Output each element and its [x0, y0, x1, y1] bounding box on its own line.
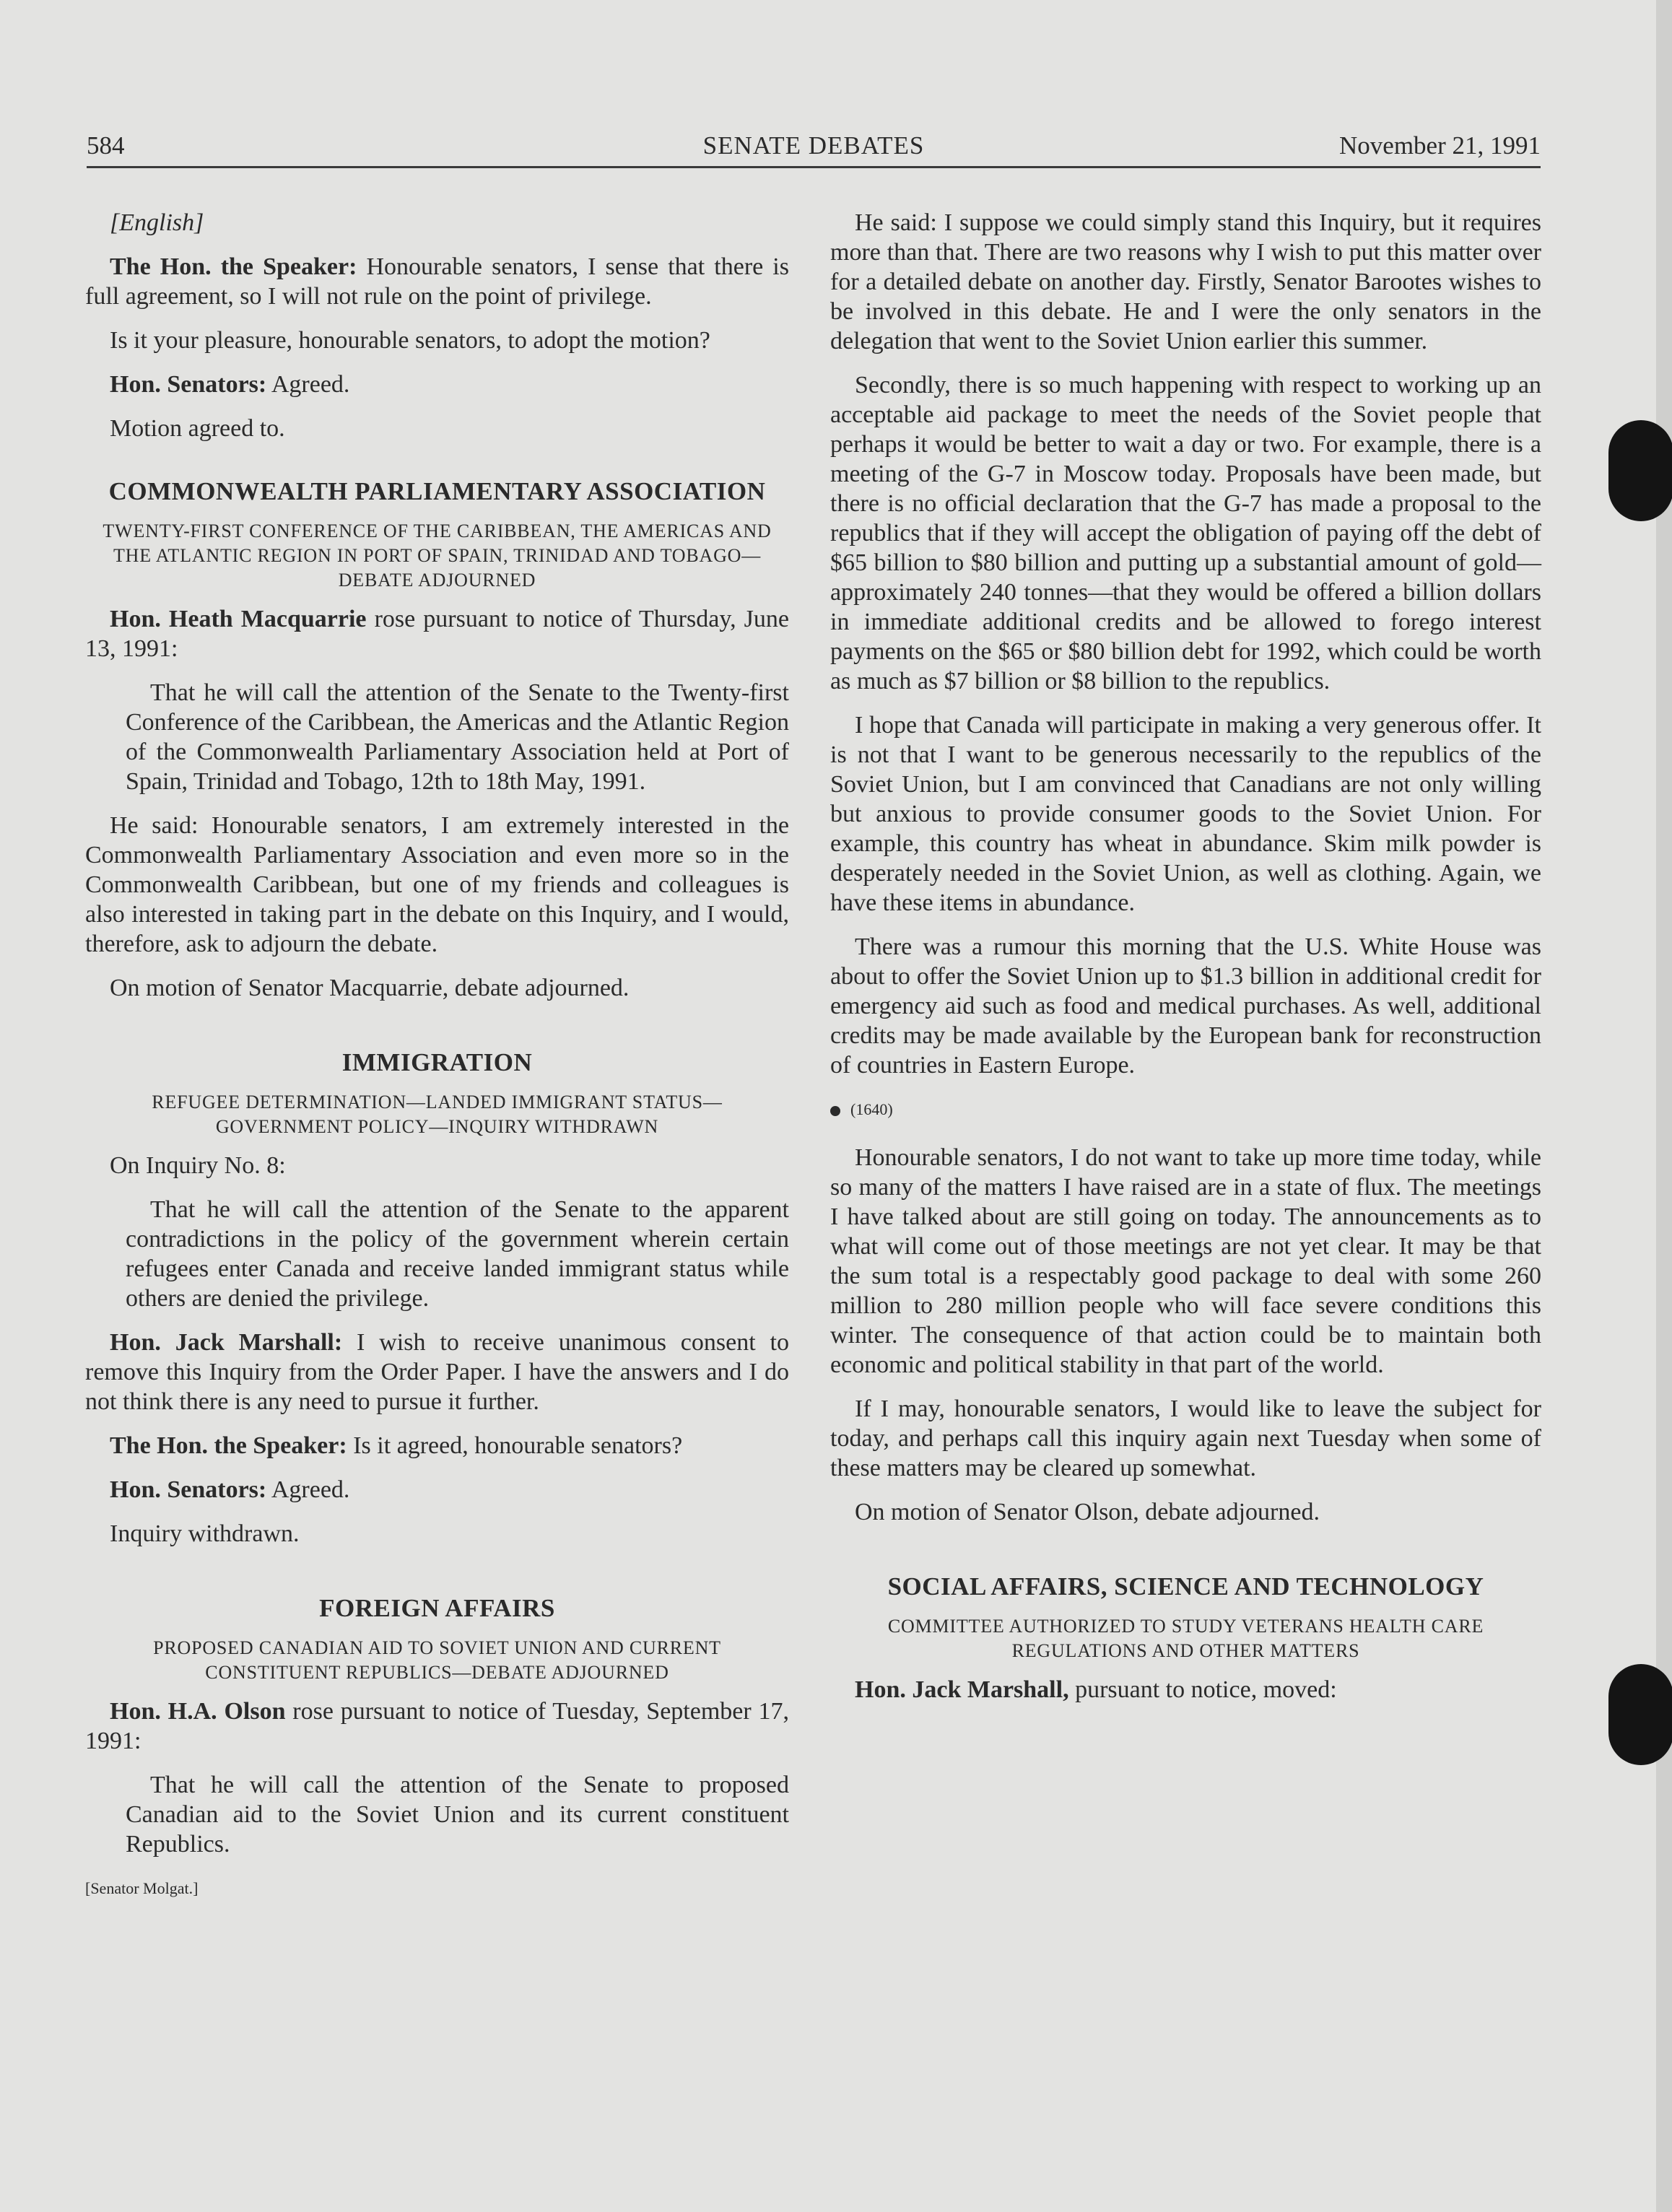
time-marker: [830, 1094, 1541, 1124]
speaker-name: Hon. H.A. Olson: [110, 1698, 286, 1725]
speaker-name: The Hon. the Speaker:: [110, 1432, 347, 1459]
section-title-immigration: IMMIGRATION: [341, 1048, 533, 1076]
speaker-paragraph: [85, 1328, 789, 1416]
speaker-name: Hon. Senators:: [110, 1476, 267, 1503]
section-title-cpa: COMMONWEALTH PARLIAMENTARY ASSOCIATION: [108, 477, 766, 505]
notice-paragraph: [85, 604, 789, 663]
motion-result: Motion agreed to.: [110, 415, 285, 442]
speaker-name: Hon. Jack Marshall:: [110, 1329, 343, 1356]
motion-result: On motion of Senator Macquarrie, debate adjourned.: [110, 975, 630, 1001]
speech-text: I wish to receive unanimous consent to remove this Inquiry from the Order Paper. I have the answers and I do not think there is any need to pursue it further.: [85, 1329, 789, 1415]
speech-paragraph: If I may, honourable senators, I would like to leave the subject for today, and perhaps call this inquiry again next Tuesday when some of these matters may be cleared up somewhat.: [830, 1395, 1541, 1481]
speech-paragraph: Secondly, there is so much happening with respect to working up an acceptable aid package to meet the needs of the Soviet people that perhaps it would be better to wait a day or two. For example, there is a meeting of the G-7 in Moscow today. Proposals have been made, but there is no official declaration that the G-7 has made a proposal to the republics that if they will accept the obligation of paying off the debt of $65 billion to $80 billion and putting up a substantial amount of gold—approximately 240 tonnes—that they would be offered a billion dollars in immediate additional credits and be allowed to forego interest payments on the $65 or $80 billion debt for 1992, which could be worth as much as $7 billion or $8 billion to the republics.: [830, 372, 1541, 694]
speaker-name: Hon. Senators:: [110, 371, 267, 398]
speaker-name: Hon. Heath Macquarrie: [110, 606, 367, 632]
section-title-social-affairs: SOCIAL AFFAIRS, SCIENCE AND TECHNOLOGY: [887, 1572, 1484, 1601]
speech-text: rose pursuant to notice of Thursday, June 13, 1991:: [85, 606, 790, 662]
section-subtitle-cpa: TWENTY-FIRST CONFERENCE OF THE CARIBBEAN, THE AMERICAS AND THE ATLANTIC REGION IN PORT OF SPAIN, TRINIDAD AND TOBAGO—DEBATE ADJOURNED: [103, 521, 772, 591]
speech-paragraph: He said: I suppose we could simply stand this Inquiry, but it requires more than that. There are two reasons why I wish to put this matter over for a detailed debate on another day. Firstly, Senator Barootes wishes to be involved in this debate. He and I were the only senators in the delegation that went to the Soviet Union earlier this summer.: [830, 209, 1541, 354]
language-tag: [English]: [110, 209, 204, 236]
bullet-icon: [830, 1106, 840, 1116]
speaker-paragraph: [85, 1431, 789, 1460]
footer-note: [Senator Molgat.]: [85, 1879, 199, 1897]
speech-text: Honourable senators, I sense that there is full agreement, so I will not rule on the point of privilege.: [85, 253, 789, 310]
speaker-name: Hon. Jack Marshall,: [855, 1676, 1069, 1703]
binder-hole-bottom: [1608, 1664, 1672, 1765]
right-column: [830, 208, 1541, 1719]
notice-paragraph: [85, 1697, 789, 1756]
notice-quote: That he will call the attention of the Senate to the Twenty-first Conference of the Caribbean, the Americas and the Atlantic Region of the Commonwealth Parliamentary Association held at Port of Spain, Trinidad and Tobago, 12th to 18th May, 1991.: [126, 679, 789, 795]
inquiry-quote: That he will call the attention of the Senate to the apparent contradictions in the policy of the government wherein certain refugees enter Canada and receive landed immigrant status while others are denied the privilege.: [126, 1196, 789, 1312]
page-number: 584: [87, 131, 125, 160]
inquiry-result: Inquiry withdrawn.: [110, 1520, 300, 1547]
speech-text: Agreed.: [266, 1476, 350, 1503]
speaker-name: The Hon. the Speaker:: [110, 253, 357, 280]
time-marker-text: (1640): [850, 1100, 893, 1118]
left-column: [85, 208, 789, 1903]
section-title-foreign-affairs: FOREIGN AFFAIRS: [319, 1594, 555, 1622]
header-date: November 21, 1991: [1339, 131, 1541, 160]
notice-paragraph: [830, 1675, 1541, 1704]
scan-edge: [1656, 0, 1672, 2212]
running-title: SENATE DEBATES: [702, 131, 925, 160]
inquiry-paragraph: On Inquiry No. 8:: [110, 1152, 286, 1179]
page-header: [87, 129, 1541, 168]
binder-hole-top: [1608, 420, 1672, 521]
speech-text: pursuant to notice, moved:: [1068, 1676, 1337, 1703]
speech-paragraph: He said: Honourable senators, I am extremely interested in the Commonwealth Parliamentary Association and even more so in the Commonwealth Caribbean, but one of my friends and colleagues is also interested in taking part in the debate on this Inquiry, and I would, therefore, ask to adjourn the debate.: [85, 812, 789, 957]
speech-paragraph: I hope that Canada will participate in making a very generous offer. It is not that I want to be generous necessarily to the republics of the Soviet Union, but I am convinced that Canadians are not only willing but anxious to provide consumer goods to the Soviet Union. For example, this country has wheat in abundance. Skim milk powder is desperately needed in the Soviet Union, as well as clothing. Again, we have these items in abundance.: [830, 712, 1541, 916]
question-paragraph: Is it your pleasure, honourable senators, to adopt the motion?: [110, 327, 710, 354]
speech-text: Is it agreed, honourable senators?: [347, 1432, 683, 1459]
agreed-paragraph: [85, 370, 789, 399]
speech-paragraph: Honourable senators, I do not want to take up more time today, while so many of the matters I have raised are in a state of flux. The meetings I have talked about are still going on today. The announcements as to what will come out of those meetings are not yet clear. It may be that the sum total is a respectably good package to deal with some 260 million to 280 million people who will face severe conditions this winter. The consequence of that action could be to maintain both economic and political stability in that part of the world.: [830, 1144, 1541, 1378]
speech-paragraph: There was a rumour this morning that the U.S. White House was about to offer the Soviet Union up to $1.3 billion in additional credit for emergency aid such as food and medical purchases. As well, additional credits may be made available by the European bank for reconstruction of countries in Eastern Europe.: [830, 933, 1541, 1079]
section-subtitle-foreign-affairs: PROPOSED CANADIAN AID TO SOVIET UNION AND CURRENT CONSTITUENT REPUBLICS—DEBATE ADJOURNED: [153, 1637, 721, 1683]
speech-text: rose pursuant to notice of Tuesday, September 17, 1991:: [85, 1698, 789, 1754]
speaker-paragraph: [85, 252, 789, 311]
section-subtitle-social-affairs: COMMITTEE AUTHORIZED TO STUDY VETERANS HEALTH CARE REGULATIONS AND OTHER MATTERS: [887, 1616, 1484, 1661]
agreed-paragraph: [85, 1475, 789, 1505]
motion-result: On motion of Senator Olson, debate adjourned.: [855, 1499, 1320, 1525]
notice-quote: That he will call the attention of the Senate to proposed Canadian aid to the Soviet Union and its current constituent Republics.: [126, 1772, 789, 1858]
speech-text: Agreed.: [266, 371, 350, 398]
section-subtitle-immigration: REFUGEE DETERMINATION—LANDED IMMIGRANT STATUS—GOVERNMENT POLICY—INQUIRY WITHDRAWN: [152, 1092, 723, 1137]
